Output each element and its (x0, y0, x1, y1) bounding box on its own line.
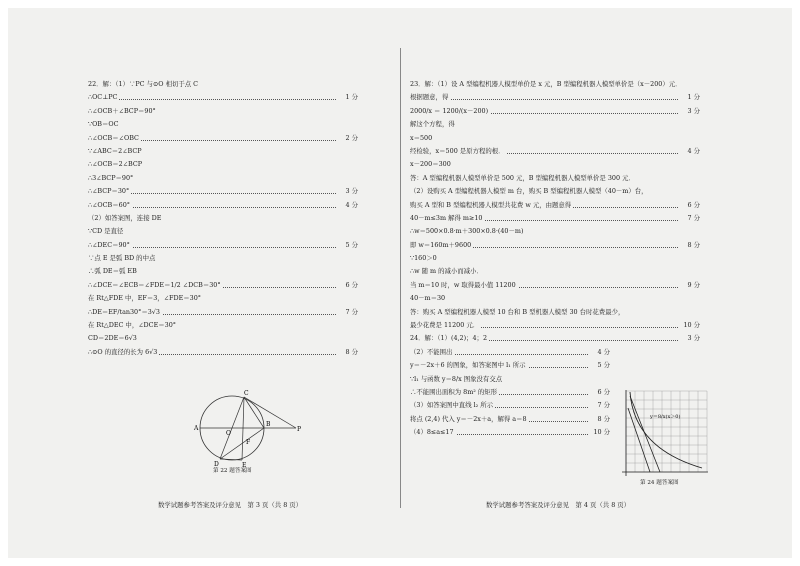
solution-line (410, 373, 610, 386)
solution-text: ∴弧 DE＝弧 EB (88, 267, 137, 276)
score-mark: 10 分 (681, 319, 700, 332)
score-mark: 3 分 (344, 185, 359, 198)
solution-line (88, 265, 358, 278)
score-mark: 7 分 (344, 306, 359, 319)
solution-text: ∴3∠BCP＝90° (88, 173, 134, 182)
solution-line (410, 118, 700, 131)
solution-text: 解这个方程，得 (410, 120, 455, 129)
score-mark: 2 分 (344, 132, 359, 145)
solution-line (410, 359, 610, 372)
label-d: D (214, 461, 219, 468)
line-l1 (628, 408, 650, 472)
left-page-solutions (88, 78, 358, 359)
solution-line (88, 91, 358, 104)
solution-line (88, 172, 358, 185)
solution-text: （2）设购买 A 型编程机器人模型 m 台，购买 B 型编程机器人模型（40－m）台， (410, 187, 648, 196)
solution-line (410, 145, 700, 158)
solution-text: （2）如答案图，连接 DE (88, 213, 162, 222)
solution-text: 根据题意，得 (410, 93, 449, 102)
page-fold-divider (400, 48, 401, 508)
score-mark: 5 分 (596, 359, 611, 372)
solution-text: 当 m＝10 时，w 取得最小值 11200 (410, 280, 516, 289)
score-mark: 7 分 (686, 212, 701, 225)
solution-line (410, 78, 700, 91)
score-mark: 1 分 (686, 91, 701, 104)
label-o: O (226, 430, 231, 437)
score-mark: 8 分 (344, 346, 359, 359)
solution-text: （2）不能围出 (410, 347, 453, 356)
solution-text: ∵CD 是直径 (88, 227, 124, 236)
solution-text: ∴⊙O 的直径的长为 6√3 (88, 347, 158, 356)
solution-text: ∴DE＝EF/tan30°＝3√3 (88, 307, 160, 316)
score-mark: 4 分 (686, 145, 701, 158)
score-mark: 1 分 (344, 91, 359, 104)
solution-text: 23．解：（1）设 A 型编程机器人模型单价是 x 元，B 型编程机器人模型单价是（x－200）元． (410, 80, 682, 88)
solution-text: ∴∠DCE＝∠ECB＝∠FDE＝1/2 ∠DCB＝30° (88, 280, 221, 289)
solution-text: 40－m≤3m 解得 m≥10 (410, 213, 483, 222)
chord-cb (244, 397, 264, 428)
solution-line (410, 199, 700, 212)
solution-line (410, 413, 610, 426)
solution-line (410, 239, 700, 252)
solution-line (88, 225, 358, 238)
right-page-solutions (410, 78, 700, 440)
solution-text: ∴∠OCB＝∠OBC (88, 133, 139, 142)
solution-text: ∴∠OCB＝2∠BCP (88, 160, 143, 169)
solution-line (88, 252, 358, 265)
solution-text: （4）8≤a≤17 (410, 428, 454, 437)
solution-line (410, 225, 700, 238)
score-mark: 7 分 (596, 399, 611, 412)
solution-text: 答：购买 A 型编程机器人模型 10 台和 B 型机器人模型 30 台时花费最少， (410, 307, 625, 316)
solution-text: ∴∠BCP＝30° (88, 187, 130, 196)
solution-line (88, 306, 358, 319)
solution-line (88, 346, 358, 359)
solution-text: ∵点 E 是弧 BD 的中点 (88, 254, 156, 263)
solution-text: CD＝2DE＝6√3 (88, 334, 137, 343)
solution-line (88, 132, 358, 145)
label-f: F (246, 439, 251, 446)
solution-line (410, 306, 700, 319)
score-mark: 9 分 (686, 279, 701, 292)
solution-text: 最少花费是 11200 元． (410, 321, 480, 330)
solution-text: y＝－2x＋6 的图象，如答案图中 l₁ 所示 (410, 361, 526, 370)
solution-line (88, 105, 358, 118)
solution-line (410, 426, 610, 439)
label-b: B (266, 421, 271, 428)
answer-sheet (8, 8, 792, 558)
solution-text: ∴w 随 m 的减小而减小． (410, 267, 483, 276)
solution-line (410, 265, 700, 278)
solution-line (410, 105, 700, 118)
solution-text: 购买 A 型和 B 型编程机器人模型共花费 w 元，由题意得 (410, 200, 572, 209)
solution-line (410, 399, 610, 412)
solution-line (88, 319, 358, 332)
score-mark: 4 分 (596, 346, 611, 359)
grid (626, 391, 707, 472)
solution-line (410, 346, 610, 359)
score-mark: 4 分 (344, 199, 359, 212)
label-e: E (242, 462, 247, 468)
figure-22-circle-diagram (184, 388, 304, 468)
solution-line (88, 158, 358, 171)
score-mark: 6 分 (686, 199, 701, 212)
solution-text: ∴∠OCB＋∠BCP＝90° (88, 106, 156, 115)
solution-text: ∴OC⊥PC (88, 93, 118, 102)
solution-text: 40－m＝30 (410, 294, 446, 303)
solution-text: ∴w＝500×0.8·m＋300×0.8·(40－m) (410, 227, 524, 236)
solution-text: x＝500 (410, 133, 433, 142)
solution-line (410, 292, 700, 305)
score-mark: 8 分 (596, 413, 611, 426)
solution-line (88, 292, 358, 305)
solution-text: x－200＝300 (410, 160, 451, 169)
solution-text: ∵∠ABC＝2∠BCP (88, 146, 142, 155)
score-mark: 5 分 (344, 239, 359, 252)
label-c: C (244, 390, 249, 397)
hyperbola-curve (630, 392, 702, 468)
solution-line (88, 199, 358, 212)
score-mark: 10 分 (591, 426, 610, 439)
solution-line (410, 185, 700, 198)
solution-text: 答：A 型编程机器人模型单价是 500 元，B 型编程机器人模型单价是 300 元． (410, 173, 635, 182)
left-page-footer: 数学试题参考答案及评分意见 第 3 页（共 8 页） (158, 501, 303, 509)
figure-22-caption: 第 22 题答案图 (213, 468, 252, 474)
solution-text: 22．解：（1）∵PC 与⊙O 相切于点 C (88, 80, 199, 88)
solution-text: ∵l₁ 与函数 y＝8/x 图象没有交点 (410, 374, 503, 383)
score-mark: 3 分 (686, 105, 701, 118)
solution-line (410, 158, 700, 171)
solution-line (410, 132, 700, 145)
solution-text: 经检验，x＝500 是原方程的根． (410, 146, 505, 155)
solution-line (410, 172, 700, 185)
score-mark: 6 分 (596, 386, 611, 399)
solution-text: 在 Rt△FDE 中，EF＝3，∠FDE＝30° (88, 294, 201, 303)
solution-text: ∴不能围出面积为 8m² 的矩形 (410, 387, 498, 396)
solution-text: ∴∠OCB＝60° (88, 200, 130, 209)
solution-line (88, 239, 358, 252)
figure-24-caption: 第 24 题答案图 (640, 480, 679, 486)
score-mark: 3 分 (686, 332, 701, 345)
solution-line (88, 279, 358, 292)
solution-line (88, 145, 358, 158)
solution-line (88, 78, 358, 91)
solution-text: 将点 (2,4) 代入 y＝－2x＋a，解得 a＝8 (410, 414, 527, 423)
line-l2 (630, 396, 660, 472)
solution-text: 24．解：（1）(4,2)；4；2 (410, 334, 488, 343)
solution-text: ∵OB＝OC (88, 120, 119, 129)
right-page-footer: 数学试题参考答案及评分意见 第 4 页（共 8 页） (486, 501, 631, 509)
figure-24-function-graph (616, 388, 710, 478)
solution-line (88, 212, 358, 225)
score-mark: 6 分 (344, 279, 359, 292)
graph-label: y＝8/x(x＞0) (650, 414, 681, 420)
solution-line (410, 279, 700, 292)
solution-line (410, 332, 700, 345)
solution-text: 2000/x ＝ 1200/(x－200) (410, 106, 489, 115)
solution-line (410, 252, 700, 265)
solution-line (410, 319, 700, 332)
solution-line (410, 212, 700, 225)
solution-line (410, 386, 610, 399)
solution-text: ∵160＞0 (410, 254, 437, 263)
solution-line (410, 91, 700, 104)
solution-line (88, 185, 358, 198)
solution-line (88, 332, 358, 345)
label-a: A (194, 425, 199, 432)
solution-text: ∴∠DEC＝90° (88, 240, 130, 249)
solution-text: 在 Rt△DEC 中，∠DCE＝30° (88, 321, 176, 330)
solution-line (88, 118, 358, 131)
score-mark: 8 分 (686, 239, 701, 252)
label-p: P (297, 426, 302, 433)
chord-ce (242, 397, 244, 460)
solution-text: 即 w＝160m＋9600 (410, 240, 472, 249)
solution-text: （3）如答案图中直线 l₂ 所示 (410, 401, 494, 410)
